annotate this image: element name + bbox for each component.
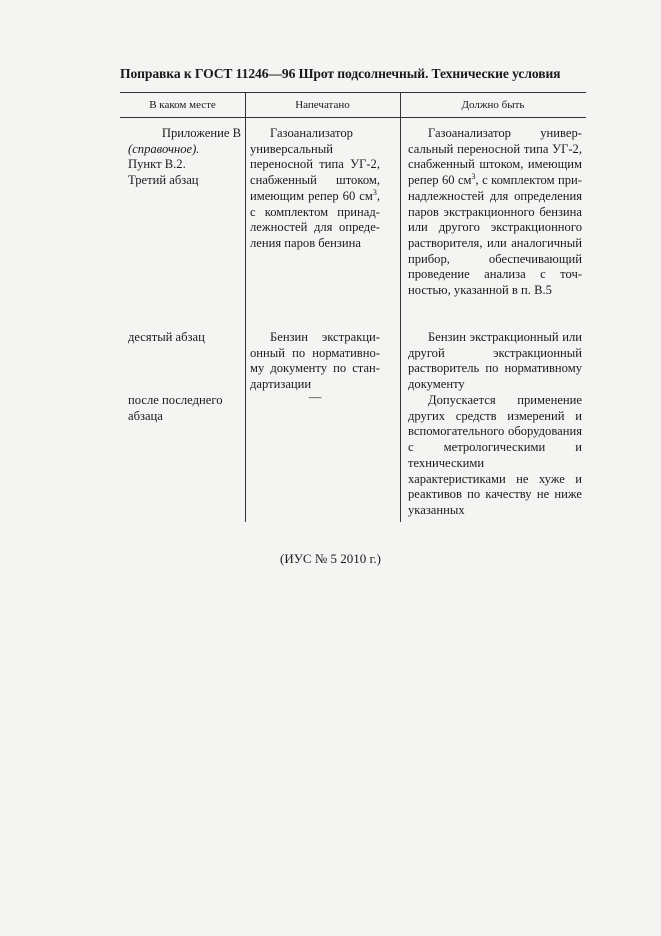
row3-printed: — bbox=[308, 390, 322, 404]
footer-note: (ИУС № 5 2010 г.) bbox=[280, 551, 381, 566]
row1-correct bbox=[408, 126, 582, 299]
row2-printed: Бензин экстракционный по нормативному документу по стандартизации bbox=[250, 330, 380, 392]
column-divider bbox=[400, 92, 401, 522]
row1-place-line3: Пункт В.2. bbox=[128, 157, 186, 172]
row1-place-line1: Приложение В bbox=[161, 126, 241, 140]
row2-place: десятый абзац bbox=[128, 330, 205, 344]
row1-place-line2: (справочное). bbox=[128, 141, 200, 156]
row1-printed-text2: , с комплектом принадлежностей для определения паров бензина bbox=[250, 188, 380, 250]
row1-place-line4: Третий абзац bbox=[128, 173, 199, 188]
header-correct: Должно быть bbox=[461, 99, 525, 111]
row1-printed-sup: 3 bbox=[372, 187, 377, 197]
row1-printed bbox=[250, 126, 380, 252]
table-top-rule bbox=[120, 92, 586, 93]
column-divider bbox=[245, 92, 246, 522]
page-title: Поправка к ГОСТ 11246—96 Шрот подсолнечный. Технические условия bbox=[120, 66, 561, 81]
row1-printed-text: Газоанализатор универсальный переносной типа УГ-2, снабженный штоком, имеющим репер 60 см bbox=[250, 126, 380, 203]
header-printed: Напечатано bbox=[295, 99, 350, 111]
row1-correct-text: Газоанализатор универсальный переносной типа УГ-2, снабженный штоком, имеющим репер 60 см bbox=[408, 126, 582, 188]
table-header-rule bbox=[120, 117, 586, 118]
row3-correct: Допускается применение других средств измерений и вспомогательного оборудования с метрологическими и техническими характеристиками не хуже и реактивов по качеству не ниже указанных bbox=[408, 393, 582, 517]
row3-place: после последнего абзаца bbox=[128, 393, 223, 423]
row1-correct-text2: , с комплектом принадлежностей для определения паров экстракционного бензина или другого экстракционного растворителя, или аналогичный прибор, обеспечивающий проведение анализа с точностью, указанной в п. В.5 bbox=[408, 173, 582, 298]
row2-correct: Бензин экстракционный или другой экстракционный растворитель по нормативному документу bbox=[408, 330, 582, 392]
header-place: В каком месте bbox=[149, 99, 216, 111]
row1-place bbox=[128, 126, 241, 189]
row1-correct-sup: 3 bbox=[471, 171, 476, 181]
